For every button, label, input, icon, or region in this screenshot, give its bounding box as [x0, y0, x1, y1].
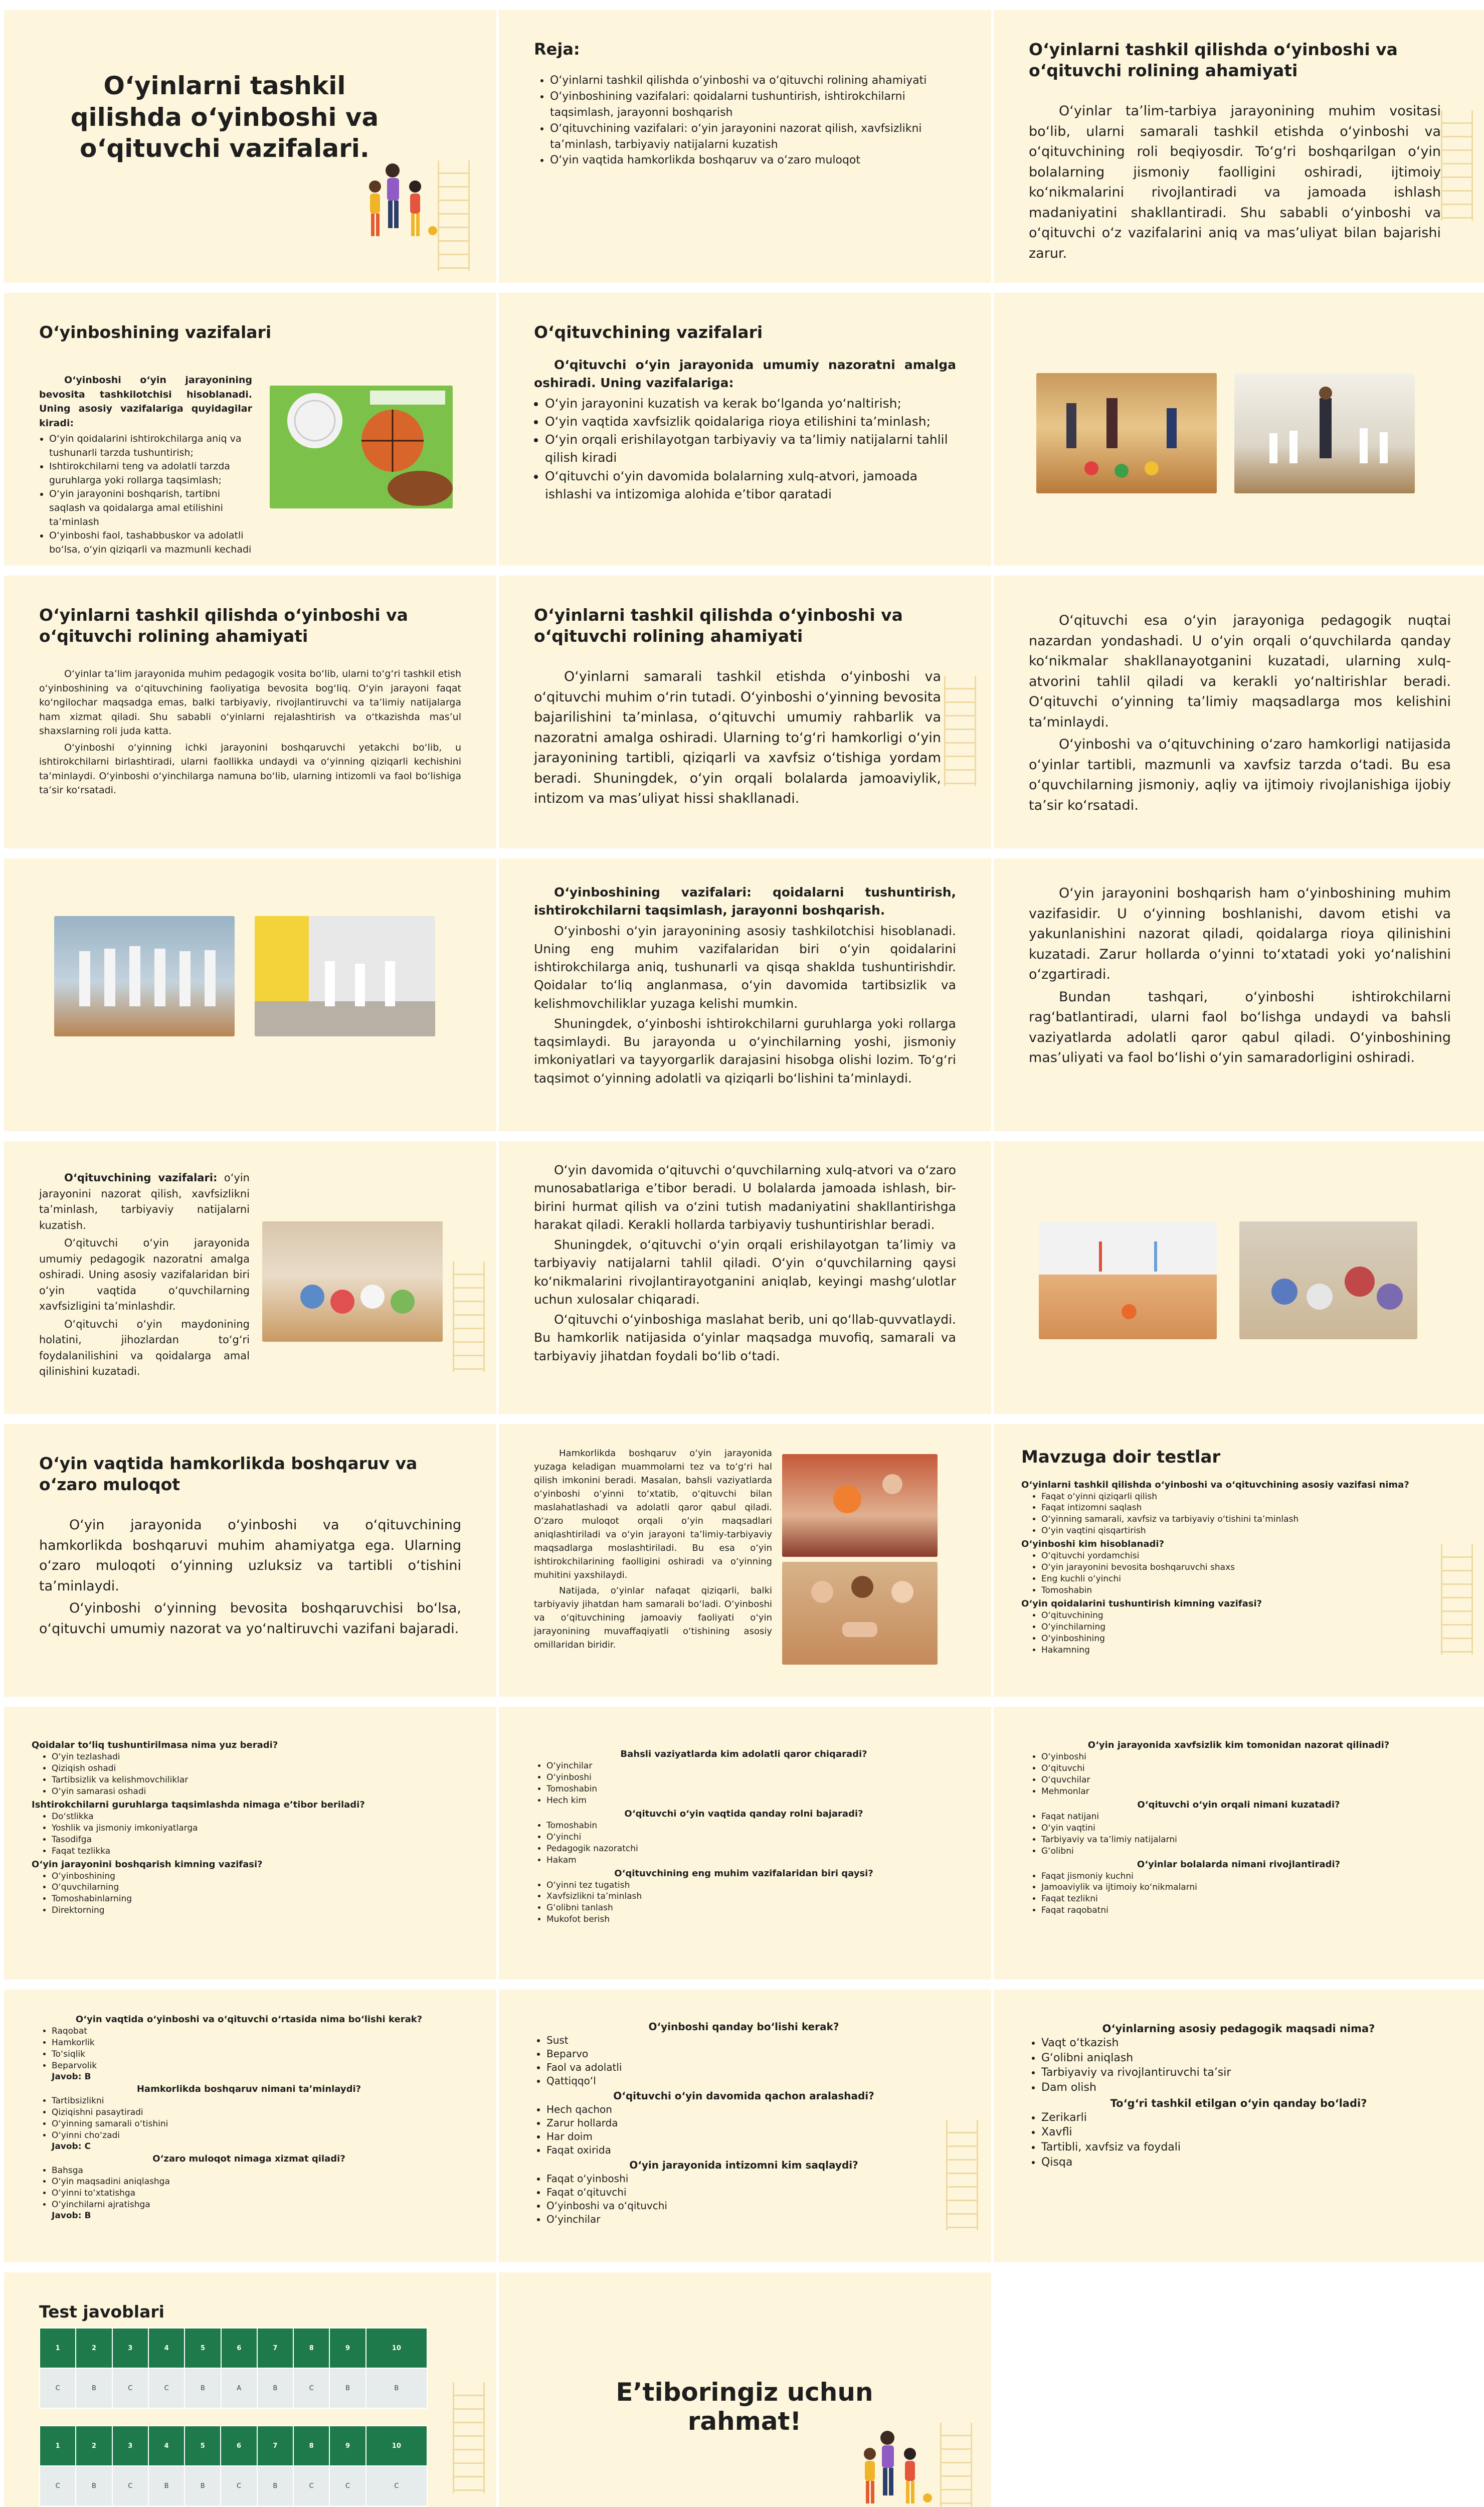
slide-title[interactable]	[4, 10, 496, 283]
ladder-decoration	[453, 1262, 485, 1372]
table-cell: 8	[293, 2426, 329, 2466]
question: O‘qituvchi o‘yin davomida qachon aralashadi?	[613, 2090, 874, 2102]
question: Hamkorlikda boshqaruv nimani ta’minlaydi?	[136, 2083, 361, 2094]
option: • O‘yin tezlashadi	[52, 1751, 466, 1763]
options-list	[1021, 1491, 1456, 1537]
option: • O‘yin samarasi oshadi	[52, 1786, 466, 1798]
slide-photos-1[interactable]	[994, 293, 1484, 566]
table-cell: 5	[184, 2328, 221, 2368]
option: • Hakam	[546, 1855, 961, 1866]
option: • Faqat raqobatni	[1041, 1905, 1456, 1916]
option: • O‘yinchilar	[546, 2213, 961, 2226]
slide-tests-6[interactable]	[499, 1990, 991, 2262]
table-cell: A	[221, 2368, 257, 2408]
children-ball-photo	[1039, 1221, 1217, 1339]
slide-heading: O‘qituvchining vazifalari	[534, 322, 763, 342]
slide-cooperation-detail[interactable]	[499, 1424, 991, 1697]
answer-label: Javob: C	[52, 2141, 91, 2152]
table-cell: 7	[257, 2426, 293, 2466]
option: • G‘olibni	[1041, 1846, 1456, 1857]
option: • Qiziqishni pasaytiradi	[52, 2107, 466, 2118]
option: • O‘qituvchi	[1041, 1763, 1456, 1774]
option: • Tarbiyaviy va rivojlantiruvchi ta’sir	[1041, 2065, 1456, 2080]
option: • Tomoshabin	[546, 1783, 961, 1795]
table-row	[40, 2466, 427, 2506]
list-item: • O‘yin qoidalarini ishtirokchilarga aniq va tushunarli tarzda tushuntirish;	[49, 432, 252, 460]
option: • O‘yinboshi	[546, 1772, 961, 1783]
answer-label: Javob: B	[52, 2211, 91, 2221]
question: O‘yinboshi qanday bo‘lishi kerak?	[648, 2021, 839, 2033]
options-list	[1021, 1871, 1456, 1917]
option: • Hakamning	[1041, 1645, 1456, 1656]
slide-heading: Mavzuga doir testlar	[1021, 1447, 1221, 1467]
option: • G‘olibni tanlash	[546, 1902, 961, 1914]
options-list	[526, 1880, 961, 1926]
table-cell: 4	[148, 2328, 184, 2368]
school-gym-photo	[255, 916, 435, 1036]
option: • Tartibsizlik va kelishmovchiliklar	[52, 1774, 466, 1786]
option: • Har doim	[546, 2130, 961, 2143]
table-cell: C	[40, 2368, 76, 2408]
option: • Tartibsizlikni	[52, 2095, 466, 2107]
option: • Hamkorlik	[52, 2037, 466, 2049]
option: • Beparvo	[546, 2047, 961, 2061]
options-list	[1021, 1751, 1456, 1798]
ladder-decoration	[453, 2383, 485, 2493]
table-cell: B	[148, 2466, 184, 2506]
question: O‘yin qoidalarini tushuntirish kimning vazifasi?	[1021, 1598, 1262, 1609]
options-list	[32, 1811, 466, 1857]
slide-heading: O‘yin vaqtida hamkorlikda boshqaruv va o‘zaro muloqot	[39, 1454, 418, 1495]
table-cell: 8	[293, 2328, 329, 2368]
option: • Hech kim	[546, 1795, 961, 1807]
ladder-decoration	[1441, 110, 1473, 221]
list-item: • O‘yinboshi faol, tashabbuskor va adolatli bo‘lsa, o‘yin qiziqarli va mazmunli kechadi	[49, 529, 252, 557]
options-list	[1021, 2110, 1456, 2170]
paragraph: O‘yin davomida o‘qituvchi o‘quvchilarning xulq-atvori va o‘zaro munosabatlariga e’tibor beradi. U bolalarda jamoada ishlash, bir-birini hurmat qilish va o‘zini tutish madaniyatini shakllantirishga harakat qiladi. Kerakli hollarda tarbiyaviy tushuntirishlar beradi.	[534, 1163, 956, 1232]
thanks-title: E’tiboringiz uchun rahmat!	[616, 2378, 873, 2436]
slide-importance-3[interactable]	[499, 576, 991, 848]
slide-tests-7[interactable]	[994, 1990, 1484, 2262]
table-cell: 9	[329, 2426, 365, 2466]
option: • Tomoshabin	[1041, 1585, 1456, 1596]
table-cell: B	[366, 2368, 427, 2408]
option: • O‘yinboshining	[1041, 1633, 1456, 1645]
table-cell: 2	[76, 2328, 112, 2368]
table-cell: C	[40, 2466, 76, 2506]
table-cell: B	[76, 2466, 112, 2506]
option: • O‘yinboshi	[1041, 1751, 1456, 1763]
option: • Xavfli	[1041, 2125, 1456, 2140]
ladder-decoration	[1441, 1544, 1473, 1655]
option: • Faqat oxirida	[546, 2143, 961, 2157]
table-cell: B	[257, 2466, 293, 2506]
question: O‘yinboshi kim hisoblanadi?	[1021, 1539, 1164, 1550]
options-list	[526, 2172, 961, 2226]
options-list	[32, 2165, 466, 2211]
option: • Pedagogik nazoratchi	[546, 1843, 961, 1855]
slide-tests-1[interactable]	[994, 1424, 1484, 1697]
option: • Faqat tezlikni	[1041, 1893, 1456, 1905]
option: • O‘yinchilarning	[1041, 1622, 1456, 1633]
table-cell: C	[293, 2466, 329, 2506]
teacher-ball-photo	[782, 1454, 938, 1557]
slide-importance-2[interactable]	[4, 576, 496, 848]
slide-teacher-duties[interactable]	[499, 293, 991, 566]
slide-teacher-approach[interactable]	[994, 576, 1484, 848]
duties-list	[534, 395, 956, 504]
question: Qoidalar to‘liq tushuntirilmasa nima yuz beradi?	[32, 1740, 278, 1750]
paragraph: O‘yin jarayonini boshqarish ham o‘yinboshining muhim vazifasidir. U o‘yinning boshlanishi, davom etishi va yakunlanishini nazorat qiladi, qoidalarga rioya qilinishini kuzatadi. Zarur hollarda o‘yinni to‘xtatadi yoki yo‘nalishini o‘zgartiradi.	[1029, 885, 1451, 982]
children-handstack-photo	[782, 1562, 938, 1665]
table-header-row	[40, 2426, 427, 2466]
table-cell: C	[148, 2368, 184, 2408]
paragraph: O‘yinlarni samarali tashkil etishda o‘yinboshi va o‘qituvchi muhim o‘rin tutadi. O‘yinboshi o‘yinning bevosita bajarilishini ta’minlasa, o‘qituvchi umumiy rahbarlik va nazoratni amalga oshiradi. Ularning to‘g‘ri hamkorligi o‘yin jarayonining tartibli, qiziqarli va xavfsiz o‘tishiga yordam beradi. Shuningdek, o‘yin orqali bolalarda jamoaviylik, intizom va mas’uliyat hissi shakllanadi.	[534, 669, 941, 807]
paragraph: Natijada, o‘yinlar nafaqat qiziqarli, balki tarbiyaviy jihatdan ham samarali bo‘ladi. O‘yinboshi va o‘qituvchining jamoaviy faoliyati o‘yin jarayonining muvaffaqiyatli o‘tishining asosiy omillaridan biridir.	[534, 1585, 772, 1650]
slide-heading: O‘yinboshining vazifalari	[39, 322, 272, 342]
option: • O‘yin maqsadini aniqlashga	[52, 2176, 466, 2188]
question: O‘zaro muloqot nimaga xizmat qiladi?	[152, 2153, 345, 2164]
list-item: • O‘yin jarayonini boshqarish, tartibni saqlash va qoidalarga amal etilishini ta’minlash	[49, 487, 252, 529]
option: • Do‘stlikka	[52, 1811, 466, 1823]
lead-text: O‘yinboshi o‘yin jarayonining bevosita tashkilotchisi hisoblanadi. Uning asosiy vazifalariga quyidagilar kiradi:	[39, 375, 252, 429]
question: O‘yin jarayonini boshqarish kimning vazifasi?	[32, 1859, 263, 1870]
option: • Mehmonlar	[1041, 1786, 1456, 1798]
option: • Faqat o‘yinni qiziqarli qilish	[1041, 1491, 1456, 1503]
option: • Tomoshabin	[546, 1820, 961, 1832]
children-circle-photo	[262, 1221, 443, 1342]
options-list	[32, 1871, 466, 1917]
ladder-decoration	[944, 676, 976, 786]
table-cell: 3	[112, 2426, 148, 2466]
option: • O‘yinni tez tugatish	[546, 1880, 961, 1891]
options-list	[1021, 1811, 1456, 1857]
sports-equipment-photo	[270, 386, 453, 508]
question: O‘yinlarning asosiy pedagogik maqsadi nima?	[1102, 2023, 1375, 2035]
slide-leader-management[interactable]	[994, 858, 1484, 1131]
slide-tests-2[interactable]	[4, 1707, 496, 1980]
slide-heading: Test javoblari	[39, 2302, 164, 2321]
option: • Tomoshabinlarning	[52, 1893, 466, 1905]
list-item: • O‘yin vaqtida xavfsizlik qoidalariga rioya etilishini ta’minlash;	[545, 413, 956, 431]
question: O‘yin jarayonida xavfsizlik kim tomonidan nazorat qilinadi?	[1087, 1740, 1390, 1750]
agenda-item: • O‘yin vaqtida hamkorlikda boshqaruv va o‘zaro muloqot	[550, 152, 956, 168]
option: • Bahsga	[52, 2165, 466, 2177]
slide-tests-5[interactable]	[4, 1990, 496, 2262]
paragraph: O‘yinlar ta’lim jarayonida muhim pedagogik vosita bo‘lib, ularni to‘g‘ri tashkil etish o‘yinboshining va o‘qituvchining faoliyatiga bevosita bog‘liq. O‘yin jarayoni faqat ko‘ngilochar maqsadga emas, balki tarbiyaviy, rivojlantiruvchi va ta’limiy natijalarga ham xizmat qiladi. Shu sababli o‘yinlarni rejalashtirish va o‘tkazishda mas’ul shaxslarning roli juda katta.	[39, 668, 461, 737]
option: • Faol va adolatli	[546, 2061, 961, 2074]
option: • Hech qachon	[546, 2103, 961, 2116]
paragraph: O‘qituvchi esa o‘yin jarayoniga pedagogik nuqtai nazardan yondashadi. U o‘yin orqali o‘quvchilarda qanday ko‘nikmalar shakllanayotganini kuzatadi, ularning xulq-atvorini tahlil qiladi va kerakli yo‘naltirishlar beradi. O‘qituvchi o‘yinning ta’limiy maqsadlarga mos kelishini ta’minlaydi.	[1029, 613, 1451, 730]
table-cell: B	[76, 2368, 112, 2408]
option: • Dam olish	[1041, 2080, 1456, 2095]
answer-label: Javob: B	[52, 2071, 91, 2082]
table-cell: C	[329, 2466, 365, 2506]
question: To‘g‘ri tashkil etilgan o‘yin qanday bo‘ladi?	[1110, 2097, 1367, 2109]
list-item: • O‘yin jarayonini kuzatish va kerak bo‘lganda yo‘naltirish;	[545, 395, 956, 413]
option: • O‘quvchilarning	[52, 1882, 466, 1893]
option: • O‘yinning samarali, xavfsiz va tarbiyaviy o‘tishini ta’minlash	[1041, 1514, 1456, 1525]
question: O‘qituvchi o‘yin vaqtida qanday rolni bajaradi?	[624, 1808, 863, 1819]
slide-photos-3[interactable]	[994, 1141, 1484, 1414]
slide-answers[interactable]	[4, 2272, 496, 2507]
paragraph: Shuningdek, o‘qituvchi o‘yin orqali erishilayotgan ta’limiy va tarbiyaviy natijalarni tahlil qiladi. O‘yin o‘quvchilarning qaysi ko‘nikmalarini rivojlantirayotganini aniqlab, keyingi mashg‘ulotlar uchun xulosalar chiqaradi.	[534, 1237, 956, 1307]
table-cell: 9	[329, 2328, 365, 2368]
paragraph: Hamkorlikda boshqaruv o‘yin jarayonida yuzaga keladigan muammolarni tez va to‘g‘ri hal qilish imkonini beradi. Masalan, bahsli vaziyatlarda o‘yinboshi o‘yinni to‘xtatib, o‘qituvchi bilan maslahatlashadi va adolatli qaror qabul qiladi. O‘zaro muloqot orqali o‘yin maqsadlari aniqlashtiriladi va o‘yin jarayoni ta’limiy-tarbiyaviy maqsadlarga moslashtiriladi. Bu esa o‘yin ishtirokchilarining faolligini oshiradi va o‘yinning muhitini yaxshilaydi.	[534, 1448, 772, 1580]
option: • Direktorning	[52, 1905, 466, 1916]
slide-heading: O‘yinlarni tashkil qilishda o‘yinboshi va o‘qituvchi rolining ahamiyati	[534, 605, 903, 646]
slide-cooperation[interactable]	[4, 1424, 496, 1697]
paragraph: O‘yinboshi o‘yinning ichki jarayonini boshqaruvchi yetakchi bo‘lib, u ishtirokchilarni birlashtiradi, ularni faollikka undaydi va o‘yinning qiziqarli kechishini ta’minlaydi. O‘yinboshi o‘yinchilarga namuna bo‘lib, ularning intizomli va faol bo‘lishiga ta’sir ko‘rsatadi.	[39, 742, 461, 796]
paragraph: O‘qituvchi o‘yin maydonining holatini, jihozlardan to‘g‘ri foydalanilishini va qoidalarga amal qilinishini kuzatadi.	[39, 1318, 250, 1377]
option: • Qattiqqo‘l	[546, 2074, 961, 2088]
paragraph: O‘yinboshi o‘yinning bevosita boshqaruvchisi bo‘lsa, o‘qituvchi umumiy nazorat va yo‘naltiruvchi vazifani bajaradi.	[39, 1600, 461, 1637]
table-cell: C	[366, 2466, 427, 2506]
option: • To‘siqlik	[52, 2049, 466, 2060]
slide-tests-3[interactable]	[499, 1707, 991, 1980]
teacher-gym-photo	[1234, 373, 1415, 493]
option: • O‘yinchilar	[546, 1760, 961, 1772]
option: • O‘yinchi	[546, 1832, 961, 1843]
table-cell: C	[112, 2466, 148, 2506]
list-item: • O‘yin orqali erishilayotgan tarbiyaviy va ta’limiy natijalarni tahlil qilish kiradi	[545, 431, 956, 467]
ladder-decoration	[946, 2120, 978, 2230]
option: • Tartibli, xavfsiz va foydali	[1041, 2140, 1456, 2155]
paragraph: O‘yinlar ta’lim-tarbiya jarayonining muhim vositasi bo‘lib, ularni samarali tashkil etishda o‘yinboshi va o‘qituvchining roli beqiyosdir. To‘g‘ri boshqarilgan o‘yin bolalarning jismoniy faolligini oshiradi, ijtimoiy ko‘nikmalarini rivojlantiradi va jamoada ishlash madaniyatini shakllantiradi. Shu sababli o‘yinboshi va o‘qituvchi o‘z vazifalarini aniq va mas’uliyat bilan bajarishi zarur.	[1029, 103, 1441, 261]
table-cell: B	[257, 2368, 293, 2408]
children-cones-photo	[1036, 373, 1217, 493]
option: • Faqat intizomni saqlash	[1041, 1502, 1456, 1514]
question: Ishtirokchilarni guruhlarga taqsimlashda nimaga e’tibor beriladi?	[32, 1799, 365, 1810]
option: • O‘yin vaqtini qisqartirish	[1041, 1525, 1456, 1537]
slide-leader-duties[interactable]	[4, 293, 496, 566]
table-cell: 6	[221, 2426, 257, 2466]
paragraph: O‘yinboshi o‘yin jarayonining asosiy tashkilotchisi hisoblanadi. Uning eng muhim vazifalaridan biri o‘yin qoidalarini ishtirokchilarga aniq, tushunarli va qisqa shaklda tushuntirishdir. Qoidalar to‘liq anglanmasa, o‘yin davomida tartibsizlik va kelishmovchiliklar yuzaga kelishi mumkin.	[534, 923, 956, 1011]
option: • Faqat tezlikka	[52, 1846, 466, 1857]
paragraph: O‘qituvchining vazifalari: o‘yin jarayonini nazorat qilish, xavfsizlikni ta’minlash, tarbiyaviy natijalarni kuzatish.	[39, 1172, 250, 1231]
options-list	[1021, 1610, 1456, 1656]
table-cell: 1	[40, 2426, 76, 2466]
slide-agenda[interactable]	[499, 10, 991, 283]
slide-importance[interactable]	[994, 10, 1484, 283]
table-cell: 5	[184, 2426, 221, 2466]
option: • Tasodifga	[52, 1834, 466, 1846]
answers-table-1	[39, 2327, 428, 2409]
option: • Faqat natijani	[1041, 1811, 1456, 1823]
kids-playing-illustration	[840, 2423, 945, 2507]
slide-thanks[interactable]	[499, 2272, 991, 2507]
answers-table-2	[39, 2425, 428, 2506]
question: O‘yin vaqtida o‘yinboshi va o‘qituvchi o‘rtasida nima bo‘lishi kerak?	[75, 2014, 423, 2025]
table-cell: B	[329, 2368, 365, 2408]
options-list	[32, 2095, 466, 2141]
duties-list	[39, 432, 252, 557]
option: • O‘yinning samarali o‘tishini	[52, 2118, 466, 2130]
option: • Qisqa	[1041, 2155, 1456, 2170]
option: • Faqat jismoniy kuchni	[1041, 1871, 1456, 1882]
option: • Sust	[546, 2034, 961, 2047]
table-cell: 6	[221, 2328, 257, 2368]
table-row	[40, 2368, 427, 2408]
question: O‘yinlar bolalarda nimani rivojlantiradi?	[1137, 1859, 1341, 1870]
option: • Jamoaviylik va ijtimoiy ko‘nikmalarni	[1041, 1882, 1456, 1893]
lead-text: O‘yinboshining vazifalari: qoidalarni tushuntirish, ishtirokchilarni taqsimlash, jarayonni boshqarish.	[534, 885, 956, 918]
paragraph: O‘qituvchi o‘yinboshiga maslahat berib, uni qo‘llab-quvvatlaydi. Bu hamkorlik natijasida o‘yinlar maqsadga muvofiq, samarali va tarbiyaviy jihatdan foydali bo‘lib o‘tadi.	[534, 1312, 956, 1363]
options-list	[526, 2034, 961, 2088]
agenda-item: • O‘yinboshining vazifalari: qoidalarni tushuntirish, ishtirokchilarni taqsimlash, jarayonni boshqarish	[550, 89, 956, 121]
table-cell: C	[221, 2466, 257, 2506]
option: • Tarbiyaviy va ta’limiy natijalarni	[1041, 1834, 1456, 1846]
question: O‘qituvchi o‘yin orqali nimani kuzatadi?	[1137, 1799, 1340, 1810]
option: • Zerikarli	[1041, 2110, 1456, 2125]
table-header-row	[40, 2328, 427, 2368]
paragraph: Shuningdek, o‘yinboshi ishtirokchilarni guruhlarga yoki rollarga taqsimlaydi. Bu jarayonda u o‘yinchilarning yoshi, jismoniy imkoniyatlari va tayyorgarlik darajasini hisobga olishi lozim. To‘g‘ri taqsimot o‘yinning adolatli va qiziqarli bo‘lishini ta’minlaydi.	[534, 1016, 956, 1086]
agenda-item: • O‘qituvchining vazifalari: o‘yin jarayonini nazorat qilish, xavfsizlikni ta’minlash, tarbiyaviy natijalarni kuzatish	[550, 121, 956, 153]
teacher-kids-sitting-photo	[1239, 1221, 1417, 1339]
option: • O‘yin vaqtini	[1041, 1823, 1456, 1834]
agenda-list	[534, 73, 956, 168]
option: • Eng kuchli o‘yinchi	[1041, 1573, 1456, 1585]
table-cell: C	[112, 2368, 148, 2408]
lead-text: O‘qituvchi o‘yin jarayonida umumiy nazoratni amalga oshiradi. Uning vazifalariga:	[534, 357, 956, 391]
slide-teacher-detail[interactable]	[4, 1141, 496, 1414]
presentation-title: O‘yinlarni tashkil qilishda o‘yinboshi va o‘qituvchi vazifalari.	[70, 71, 379, 163]
table-cell: 4	[148, 2426, 184, 2466]
list-item: • Ishtirokchilarni teng va adolatli tarzda guruhlarga yoki rollarga taqsimlash;	[49, 460, 252, 487]
options-list	[526, 2103, 961, 2157]
table-cell: 3	[112, 2328, 148, 2368]
option: • G‘olibni aniqlash	[1041, 2051, 1456, 2066]
slide-heading: O‘yinlarni tashkil qilishda o‘yinboshi va o‘qituvchi rolining ahamiyati	[39, 605, 408, 646]
table-cell: 7	[257, 2328, 293, 2368]
paragraph: Bundan tashqari, o‘yinboshi ishtirokchilarni rag‘batlantiradi, ularni faol bo‘lishga undaydi va bahsli vaziyatlarda adolatli qaror qabul qiladi. O‘yinboshining mas’uliyati va faol bo‘lishi o‘yin samaradorligini oshiradi.	[1029, 989, 1451, 1065]
table-cell: 10	[366, 2426, 427, 2466]
option: • O‘yinboshining	[52, 1871, 466, 1882]
option: • Xavfsizlikni ta’minlash	[546, 1891, 961, 1902]
slide-teacher-observation[interactable]	[499, 1141, 991, 1414]
paragraph: O‘yinboshi va o‘qituvchining o‘zaro hamkorligi natijasida o‘yinlar tartibli, mazmunli va xavfsiz tarzda o‘tadi. Bu esa o‘quvchilarning jismoniy, aqliy va ijtimoiy rivojlanishiga ijobiy ta’sir ko‘rsatadi.	[1029, 737, 1451, 813]
children-team-photo	[54, 916, 235, 1036]
option: • Beparvolik	[52, 2060, 466, 2072]
option: • Vaqt o‘tkazish	[1041, 2036, 1456, 2051]
table-cell: 1	[40, 2328, 76, 2368]
slide-photos-2[interactable]	[4, 858, 496, 1131]
list-item: • O‘qituvchi o‘yin davomida bolalarning xulq-atvori, jamoada ishlashi va intizomiga alohida e’tibor qaratadi	[545, 467, 956, 504]
options-list	[32, 2026, 466, 2072]
option: • O‘quvchilar	[1041, 1774, 1456, 1786]
table-cell: 2	[76, 2426, 112, 2466]
option: • O‘yinni to‘xtatishga	[52, 2188, 466, 2199]
table-cell: 10	[366, 2328, 427, 2368]
options-list	[1021, 1550, 1456, 1596]
options-list	[32, 1751, 466, 1798]
kids-playing-illustration	[345, 155, 450, 256]
options-list	[1021, 2036, 1456, 2095]
question: O‘yin jarayonida intizomni kim saqlaydi?	[629, 2159, 858, 2171]
question: O‘qituvchining eng muhim vazifalaridan biri qaysi?	[614, 1868, 873, 1879]
option: • O‘qituvchi yordamchisi	[1041, 1550, 1456, 1562]
option: • Qiziqish oshadi	[52, 1763, 466, 1774]
slide-heading: O‘yinlarni tashkil qilishda o‘yinboshi va o‘qituvchi rolining ahamiyati	[1029, 40, 1398, 81]
agenda-item: • O‘yinlarni tashkil qilishda o‘yinboshi va o‘qituvchi rolining ahamiyati	[550, 73, 956, 89]
table-cell: B	[184, 2466, 221, 2506]
question: Bahsli vaziyatlarda kim adolatli qaror chiqaradi?	[620, 1749, 867, 1759]
question: O‘yinlarni tashkil qilishda o‘yinboshi va o‘qituvchining asosiy vazifasi nima?	[1021, 1479, 1409, 1490]
option: • O‘yinchilarni ajratishga	[52, 2199, 466, 2211]
option: • Faqat o‘yinboshi	[546, 2172, 961, 2186]
option: • O‘yinni cho‘zadi	[52, 2130, 466, 2141]
option: • O‘yinboshi va o‘qituvchi	[546, 2199, 961, 2213]
option: • Faqat o‘qituvchi	[546, 2186, 961, 2199]
lead-text: O‘qituvchining vazifalari:	[64, 1172, 218, 1184]
options-list	[526, 1760, 961, 1807]
option: • Zarur hollarda	[546, 2116, 961, 2130]
table-cell: C	[293, 2368, 329, 2408]
option: • Mukofot berish	[546, 1914, 961, 1925]
option: • O‘yin jarayonini bevosita boshqaruvchi shaxs	[1041, 1562, 1456, 1573]
paragraph: O‘yin jarayonida o‘yinboshi va o‘qituvchining hamkorlikda boshqaruvi muhim ahamiyatga ega. Ularning o‘zaro muloqoti o‘yinning uzluksiz va tartibli o‘tishini ta’minlaydi.	[39, 1517, 461, 1594]
slide-tests-4[interactable]	[994, 1707, 1484, 1980]
option: • O‘qituvchining	[1041, 1610, 1456, 1622]
table-cell: B	[184, 2368, 221, 2408]
slide-leader-detail[interactable]	[499, 858, 991, 1131]
option: • Yoshlik va jismoniy imkoniyatlarga	[52, 1823, 466, 1834]
paragraph: O‘qituvchi o‘yin jarayonida umumiy pedagogik nazoratni amalga oshiradi. Uning asosiy vazifalaridan biri o‘yin vaqtida o‘quvchilarning xavfsizligini ta’minlashdir.	[39, 1237, 250, 1312]
option: • Raqobat	[52, 2026, 466, 2037]
agenda-heading: Reja:	[534, 40, 580, 59]
options-list	[526, 1820, 961, 1866]
